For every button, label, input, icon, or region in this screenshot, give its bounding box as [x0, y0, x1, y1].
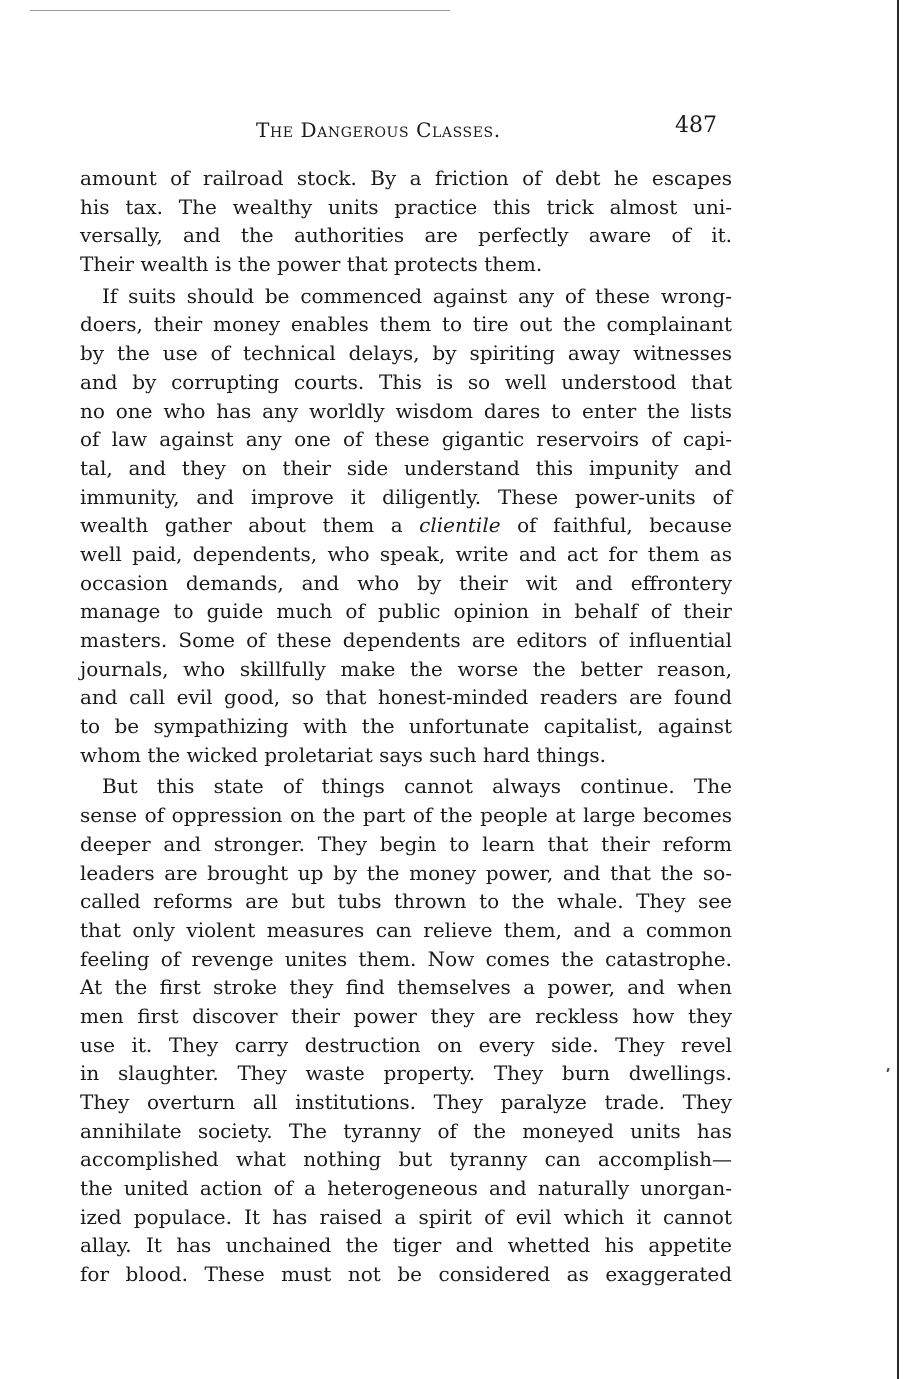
- text-line: doers, their money enables them to tire out the complainant: [80, 312, 732, 337]
- text-segment: wealth gather about them a: [80, 513, 420, 538]
- body-text: [80, 164, 732, 1289]
- text-line: that only violent measures can relieve them, and a common: [80, 917, 732, 942]
- text-line: and by corrupting courts. This is so well understood that: [80, 369, 732, 394]
- text-line: feeling of revenge unites them. Now comes the catastrophe.: [80, 946, 732, 971]
- text-line: allay. It has unchained the tiger and whetted his appetite: [80, 1233, 732, 1258]
- text-line: If suits should be commenced against any of these wrong-: [102, 283, 732, 308]
- text-line: called reforms are but tubs thrown to the whale. They see: [80, 889, 732, 914]
- text-line: in slaughter. They waste property. They burn dwellings.: [80, 1061, 732, 1086]
- scan-right-edge: [897, 0, 899, 1379]
- text-line: occasion demands, and who by their wit and effrontery: [80, 570, 732, 595]
- text-line: whom the wicked proletariat says such hard things.: [80, 742, 607, 767]
- paragraph-2: [80, 282, 732, 770]
- page-number: 487: [675, 113, 717, 138]
- text-line: men first discover their power they are reckless how they: [80, 1003, 732, 1028]
- text-line: tal, and they on their side understand this impunity and: [80, 455, 732, 480]
- text-line: amount of railroad stock. By a friction of debt he escapes: [80, 166, 732, 190]
- text-line: his tax. The wealthy units practice this trick almost uni-: [80, 194, 732, 219]
- text-line: by the use of technical delays, by spiriting away witnesses: [80, 341, 732, 366]
- scan-speck: [886, 1068, 889, 1072]
- paragraph-3: [80, 772, 732, 1288]
- text-line: They overturn all institutions. They paralyze trade. They: [80, 1090, 732, 1114]
- text-line: no one who has any worldly wisdom dares to enter the lists: [80, 398, 732, 423]
- running-head-title: The Dangerous Classes.: [256, 118, 501, 142]
- text-line: ized populace. It has raised a spirit of evil which it cannot: [80, 1204, 732, 1229]
- text-line: versally, and the authorities are perfectly aware of it.: [80, 223, 732, 248]
- text-line: journals, who skillfully make the worse the better reason,: [80, 656, 732, 681]
- text-line: manage to guide much of public opinion in behalf of their: [80, 599, 732, 624]
- text-segment: of faithful, because: [500, 513, 732, 538]
- text-line: leaders are brought up by the money power, and that the so-: [80, 860, 732, 885]
- text-line: use it. They carry destruction on every side. They revel: [80, 1032, 732, 1057]
- text-line: to be sympathizing with the unfortunate capitalist, against: [80, 714, 732, 739]
- text-line: deeper and stronger. They begin to learn that their reform: [80, 831, 732, 856]
- italic-term: clientile: [419, 513, 501, 538]
- text-line: masters. Some of these dependents are editors of influential: [80, 628, 732, 652]
- text-line: the united action of a heterogeneous and naturally unorgan-: [80, 1176, 732, 1201]
- text-line: Their wealth is the power that protects them.: [80, 252, 543, 277]
- text-line: But this state of things cannot always continue. The: [102, 774, 732, 799]
- text-line: sense of oppression on the part of the people at large becomes: [80, 803, 732, 828]
- text-line: At the first stroke they find themselves a power, and when: [80, 975, 732, 1000]
- text-line: for blood. These must not be considered as exaggerated: [80, 1262, 732, 1287]
- text-line: [80, 511, 732, 540]
- text-line: annihilate society. The tyranny of the moneyed units has: [80, 1118, 732, 1143]
- text-line: well paid, dependents, who speak, write and act for them as: [80, 541, 732, 566]
- text-line: immunity, and improve it diligently. These power-units of: [80, 484, 732, 509]
- paragraph-1: [80, 164, 732, 279]
- text-line: and call evil good, so that honest-minded readers are found: [80, 685, 732, 710]
- running-head: [256, 118, 501, 142]
- scan-top-rule: [30, 10, 450, 11]
- text-line: accomplished what nothing but tyranny can accomplish—: [80, 1147, 732, 1172]
- text-line: of law against any one of these gigantic reservoirs of capi-: [80, 427, 732, 452]
